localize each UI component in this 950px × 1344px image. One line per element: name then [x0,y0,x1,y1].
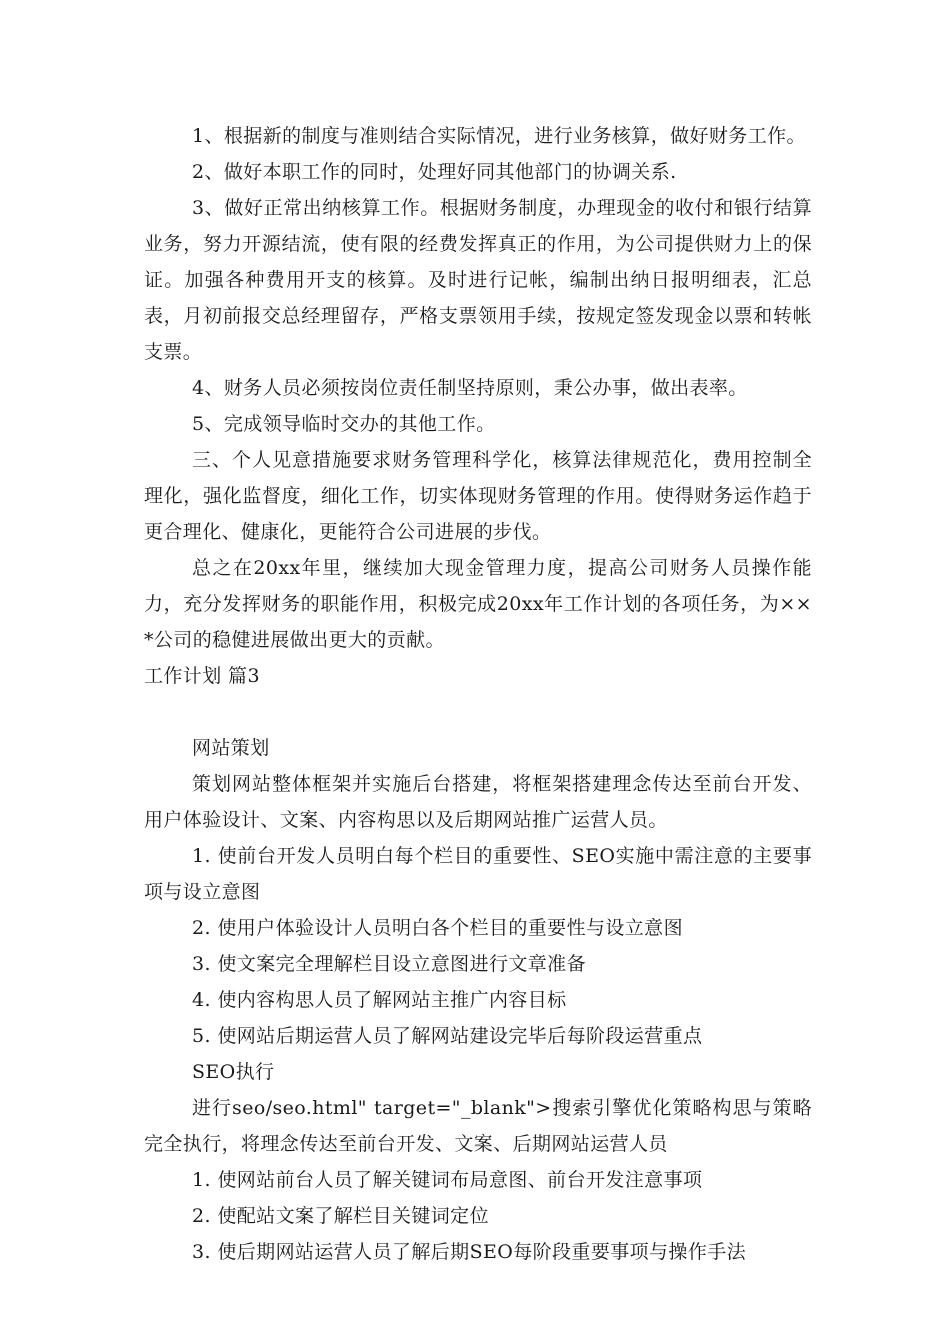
paragraph-item-4: 4、财务人员必须按岗位责任制坚持原则，秉公办事，做出表率。 [192,377,748,399]
paragraph-item-1: 1、根据新的制度与准则结合实际情况，进行业务核算，做好财务工作。 [192,125,806,147]
list-item: 3. 使后期网站运营人员了解后期SEO每阶段重要事项与操作手法 [192,1241,747,1263]
paragraph-item-3: 3、做好正常出纳核算工作。根据财务制度，办理现金的收付和银行结算业务，努力开源结流，使有限的经费发挥真正的作用，为公司提供财力上的保证。加强各种费用开支的核算。及时进行记帐，编制出纳日报明细表，汇总表，月初前报交总经理留存，严格支票领用手续，按规定签发现金以票和转帐支票。 [144,197,812,363]
list-item: 1. 使网站前台人员了解关键词布局意图、前台开发注意事项 [192,1169,703,1191]
spacer [144,694,812,730]
document-page [144,118,812,1270]
subheading-seo: SEO执行 [192,1061,275,1083]
list-item: 3. 使文案完全理解栏目设立意图进行文章准备 [192,953,586,975]
section-title: 工作计划 篇3 [144,665,260,687]
paragraph-item-5: 5、完成领导临时交办的其他工作。 [192,413,496,435]
list-item: 2. 使用户体验设计人员明白各个栏目的重要性与设立意图 [192,917,683,939]
paragraph-item-2: 2、做好本职工作的同时，处理好同其他部门的协调关系. [192,161,677,183]
list-item: 2. 使配站文案了解栏目关键词定位 [192,1205,489,1227]
paragraph-planning-intro: 策划网站整体框架并实施后台搭建，将框架搭建理念传达至前台开发、用户体验设计、文案、内容构思以及后期网站推广运营人员。 [144,773,812,831]
list-item: 5. 使网站后期运营人员了解网站建设完毕后每阶段运营重点 [192,1025,703,1047]
list-item: 1. 使前台开发人员明白每个栏目的重要性、SEO实施中需注意的主要事项与设立意图 [144,845,812,903]
paragraph-seo-intro: 进行seo/seo.html" target="_blank">搜索引擎优化策略构思与策略完全执行，将理念传达至前台开发、文案、后期网站运营人员 [144,1097,812,1155]
paragraph-summary: 总之在20xx年里，继续加大现金管理力度，提高公司财务人员操作能力，充分发挥财务的职能作用，积极完成20xx年工作计划的各项任务，为××*公司的稳健进展做出更大的贡献。 [144,557,812,651]
list-item: 4. 使内容构思人员了解网站主推广内容目标 [192,989,567,1011]
paragraph-measures: 三、个人见意措施要求财务管理科学化，核算法律规范化，费用控制全理化，强化监督度，细化工作，切实体现财务管理的作用。使得财务运作趋于更合理化、健康化，更能符合公司进展的步伐。 [144,449,812,543]
subheading-website-planning: 网站策划 [192,737,270,759]
